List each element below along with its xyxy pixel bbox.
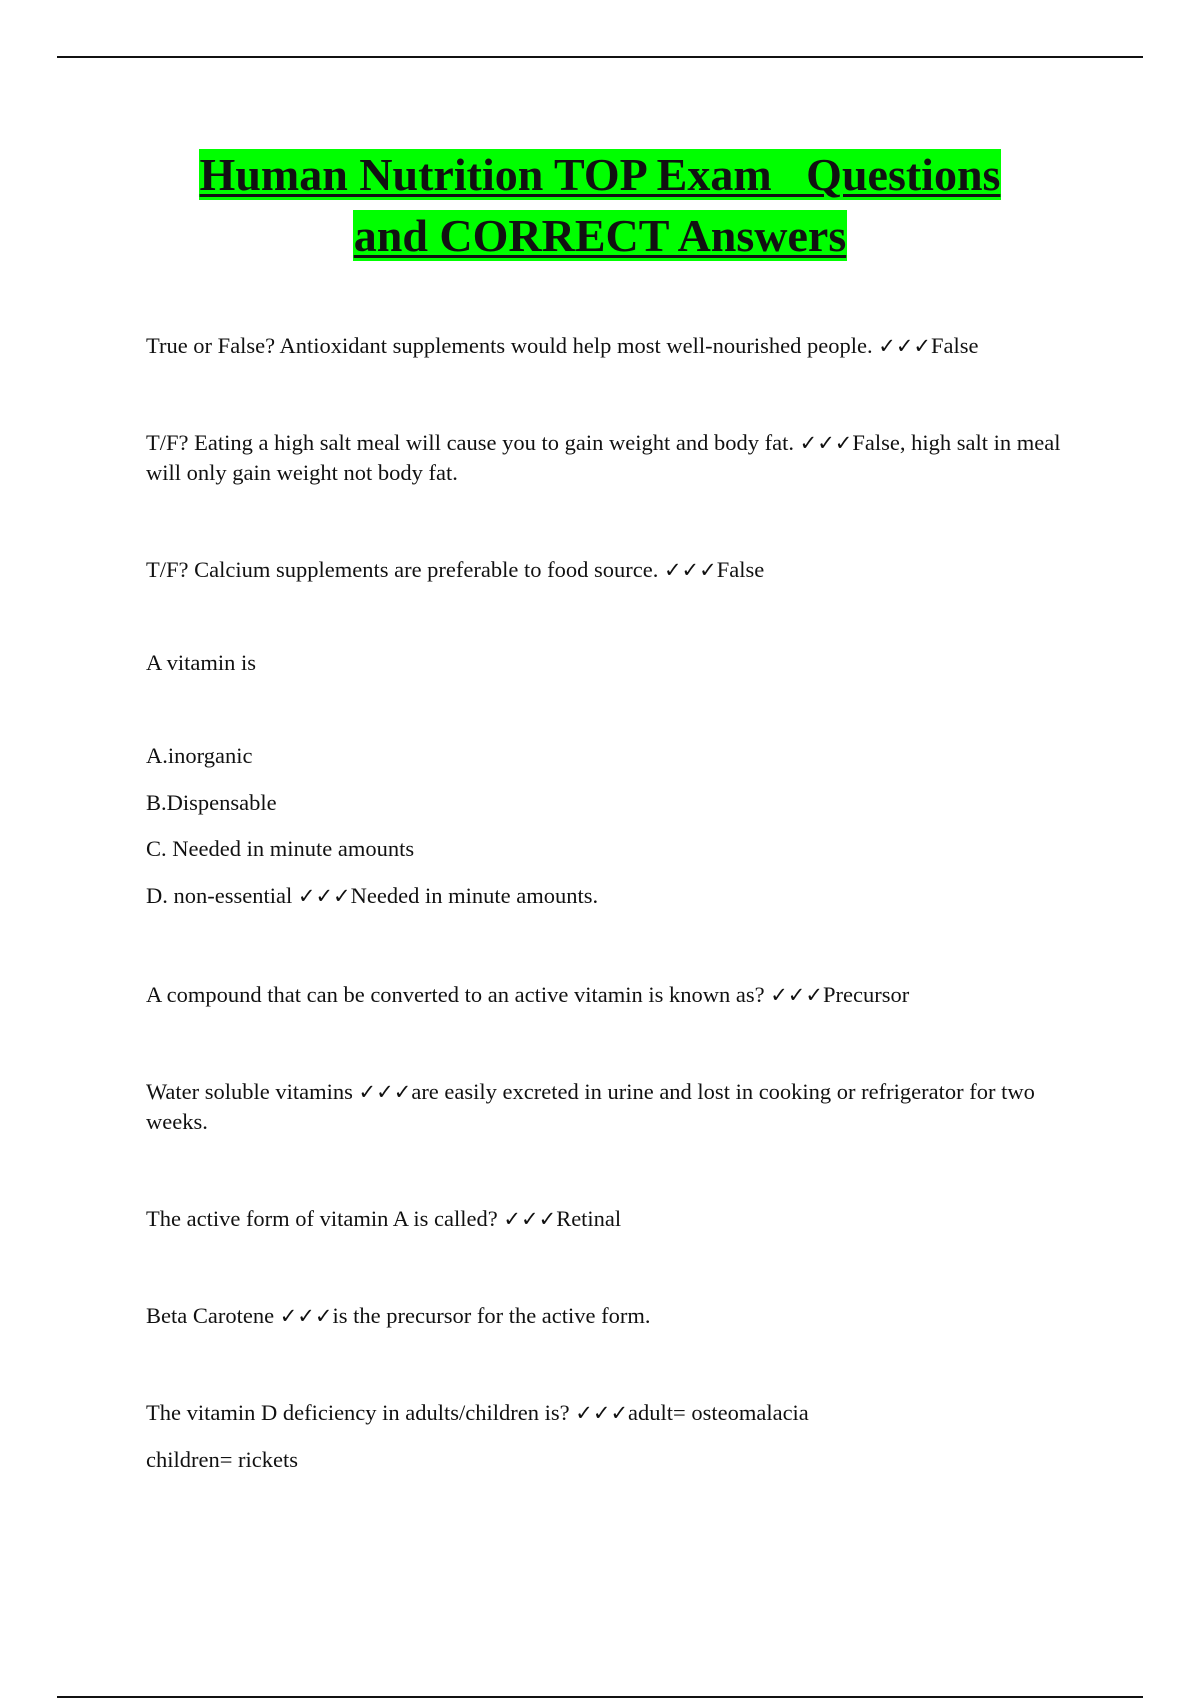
qa-item	[146, 881, 1066, 911]
check-mark-icon: ✓✓✓	[503, 1207, 557, 1231]
answer-text: adult= osteomalacia	[628, 1400, 809, 1425]
option-text: B.Dispensable	[146, 790, 277, 815]
answer-text: False	[716, 557, 765, 582]
answer-text: Needed in minute amounts.	[350, 883, 599, 908]
document-title	[0, 144, 1200, 266]
title-line-2: and CORRECT Answers	[353, 210, 847, 261]
qa-item	[146, 428, 1066, 488]
check-mark-icon: ✓✓✓	[770, 983, 823, 1007]
option-text: children= rickets	[146, 1447, 299, 1472]
answer-text: False, high salt in meal will only gain weight not body fat.	[146, 430, 1061, 485]
question-text: T/F? Calcium supplements are preferable to food source.	[146, 557, 664, 582]
check-mark-icon: ✓✓✓	[297, 884, 351, 908]
qa-item	[146, 555, 1066, 585]
option-text: A.inorganic	[146, 743, 253, 768]
qa-item	[146, 1204, 1066, 1234]
check-mark-icon: ✓✓✓	[279, 1304, 333, 1328]
answer-text: Retinal	[556, 1206, 622, 1231]
check-mark-icon: ✓✓✓	[799, 431, 853, 455]
qa-item	[146, 1077, 1066, 1137]
question-text: True or False? Antioxidant supplements would help most well-nourished people.	[146, 333, 879, 358]
question-text: Beta Carotene	[146, 1303, 280, 1328]
answer-text: is the precursor for the active form.	[332, 1303, 651, 1328]
answer-text: False	[931, 333, 979, 358]
bottom-rule	[57, 1696, 1143, 1698]
qa-item	[146, 1301, 1066, 1331]
question-text: The vitamin D deficiency in adults/children is?	[146, 1400, 576, 1425]
check-mark-icon: ✓✓✓	[878, 334, 932, 358]
question-text: A vitamin is	[146, 650, 257, 675]
answer-text: are easily excreted in urine and lost in cooking or refrigerator for two weeks.	[146, 1079, 1035, 1134]
question-text: The active form of vitamin A is called?	[146, 1206, 504, 1231]
qa-item	[146, 980, 1066, 1010]
qa-item	[146, 331, 1066, 361]
check-mark-icon: ✓✓✓	[575, 1401, 629, 1425]
answer-text: Precursor	[823, 982, 910, 1007]
qa-item	[146, 1398, 1066, 1428]
title-line-1: Human Nutrition TOP Exam Questions	[199, 149, 1001, 200]
option-text: C. Needed in minute amounts	[146, 836, 415, 861]
question-text: T/F? Eating a high salt meal will cause you to gain weight and body fat.	[146, 430, 800, 455]
top-rule	[57, 56, 1143, 58]
question-text: Water soluble vitamins	[146, 1079, 359, 1104]
question-text: A compound that can be converted to an active vitamin is known as?	[146, 982, 771, 1007]
question-text: D. non-essential	[146, 883, 298, 908]
check-mark-icon: ✓✓✓	[663, 558, 717, 582]
check-mark-icon: ✓✓✓	[358, 1080, 412, 1104]
